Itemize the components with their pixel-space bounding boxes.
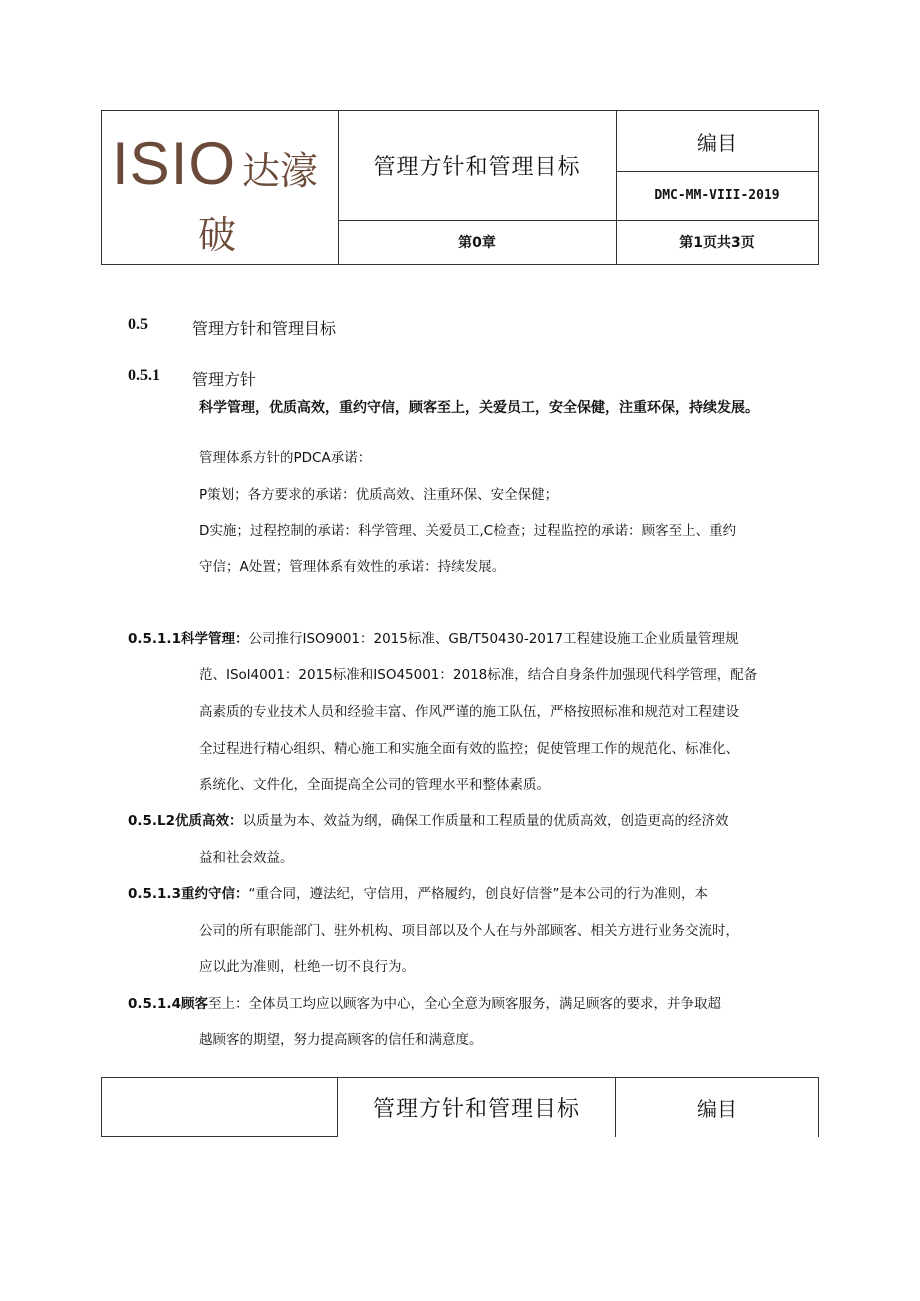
- item-text: 越顾客的期望，努力提高顾客的信任和满意度。: [199, 1032, 483, 1048]
- subsection-title: 管理方针: [192, 370, 257, 389]
- item-text: 范、ISol4001：2015标准和ISO45001：2018标准，结合自身条件加强现代科学管理，配备: [199, 667, 758, 683]
- item-text: 至上：全体员工均应以顾客为中心，全心全意为顾客服务，满足顾客的要求，并争取超: [207, 996, 721, 1012]
- header-divider: [818, 1077, 819, 1137]
- chapter-label: 第0章: [458, 235, 496, 251]
- item-text: “重合同，遵法纪，守信用，严格履约，创良好信誉”是本公司的行为准则，本: [248, 886, 708, 902]
- item-text: 全过程进行精心组织、精心施工和实施全面有效的监控；促使管理工作的规范化、标准化、: [199, 741, 739, 757]
- pdca-line: 管理体系方针的PDCA承诺：: [199, 450, 372, 466]
- subsection-number: 0.5.1: [128, 367, 160, 384]
- logo-latin-text: ISIO: [112, 130, 237, 197]
- next-page-catalog-label: 编目: [697, 1096, 737, 1121]
- item-text: 益和社会效益。: [199, 850, 294, 866]
- pdca-line: P策划；各方要求的承诺：优质高效、注重环保、安全保健；: [199, 487, 559, 503]
- page-info: 第1页共3页: [679, 235, 755, 251]
- next-page-logo-cell: [101, 1077, 337, 1137]
- item-label: 0.5.1.3重约守信：: [128, 886, 249, 902]
- logo-cjk-text: 达濠: [242, 149, 319, 193]
- next-page-header-table: [101, 1077, 819, 1138]
- item-text: 以质量为本、效益为纲，确保工作质量和工程质量的优质高效，创造更高的经济效: [242, 813, 729, 829]
- pdca-line: 守信；A处置；管理体系有效性的承诺：持续发展。: [199, 559, 506, 575]
- item-text: 高素质的专业技术人员和经验丰富、作风严谨的施工队伍，严格按照标准和规范对工程建设: [199, 704, 739, 720]
- item-text: 公司推行ISO9001：2015标准、GB/T50430-2017工程建设施工企业质量管理规: [248, 631, 739, 647]
- item-label: 0.5.L2优质高效：: [128, 813, 243, 829]
- list-item: [128, 809, 729, 829]
- item-text: 公司的所有职能部门、驻外机构、项目部以及个人在与外部顾客、相关方进行业务交流时，: [199, 923, 739, 939]
- item-label: 0.5.1.4顾客: [128, 996, 208, 1012]
- document-header-table: [101, 110, 819, 265]
- section-number: 0.5: [128, 316, 148, 333]
- section-title: 管理方针和管理目标: [192, 319, 337, 338]
- item-text: 应以此为准则，杜绝一切不良行为。: [199, 959, 415, 975]
- company-logo: [102, 111, 338, 264]
- list-item: [128, 992, 721, 1012]
- catalog-label: 编目: [697, 130, 737, 155]
- list-item: [128, 882, 708, 902]
- header-title: 管理方针和管理目标: [373, 155, 581, 180]
- list-item: [128, 627, 739, 647]
- item-text: 系统化、文件化，全面提高全公司的管理水平和整体素质。: [199, 777, 550, 793]
- item-label: 0.5.1.1科学管理：: [128, 631, 249, 647]
- next-page-header-title: 管理方针和管理目标: [372, 1096, 580, 1122]
- policy-slogan: 科学管理，优质高效，重约守信，顾客至上，关爱员工，安全保健，注重环保，持续发展。: [199, 400, 759, 416]
- pdca-line: D实施；过程控制的承诺：科学管理、关爱员工,C检查；过程监控的承诺：顾客至上、重约: [199, 523, 737, 539]
- document-code: DMC-MM-VIII-2019: [654, 188, 780, 203]
- logo-cjk-text-2: 破: [198, 213, 237, 257]
